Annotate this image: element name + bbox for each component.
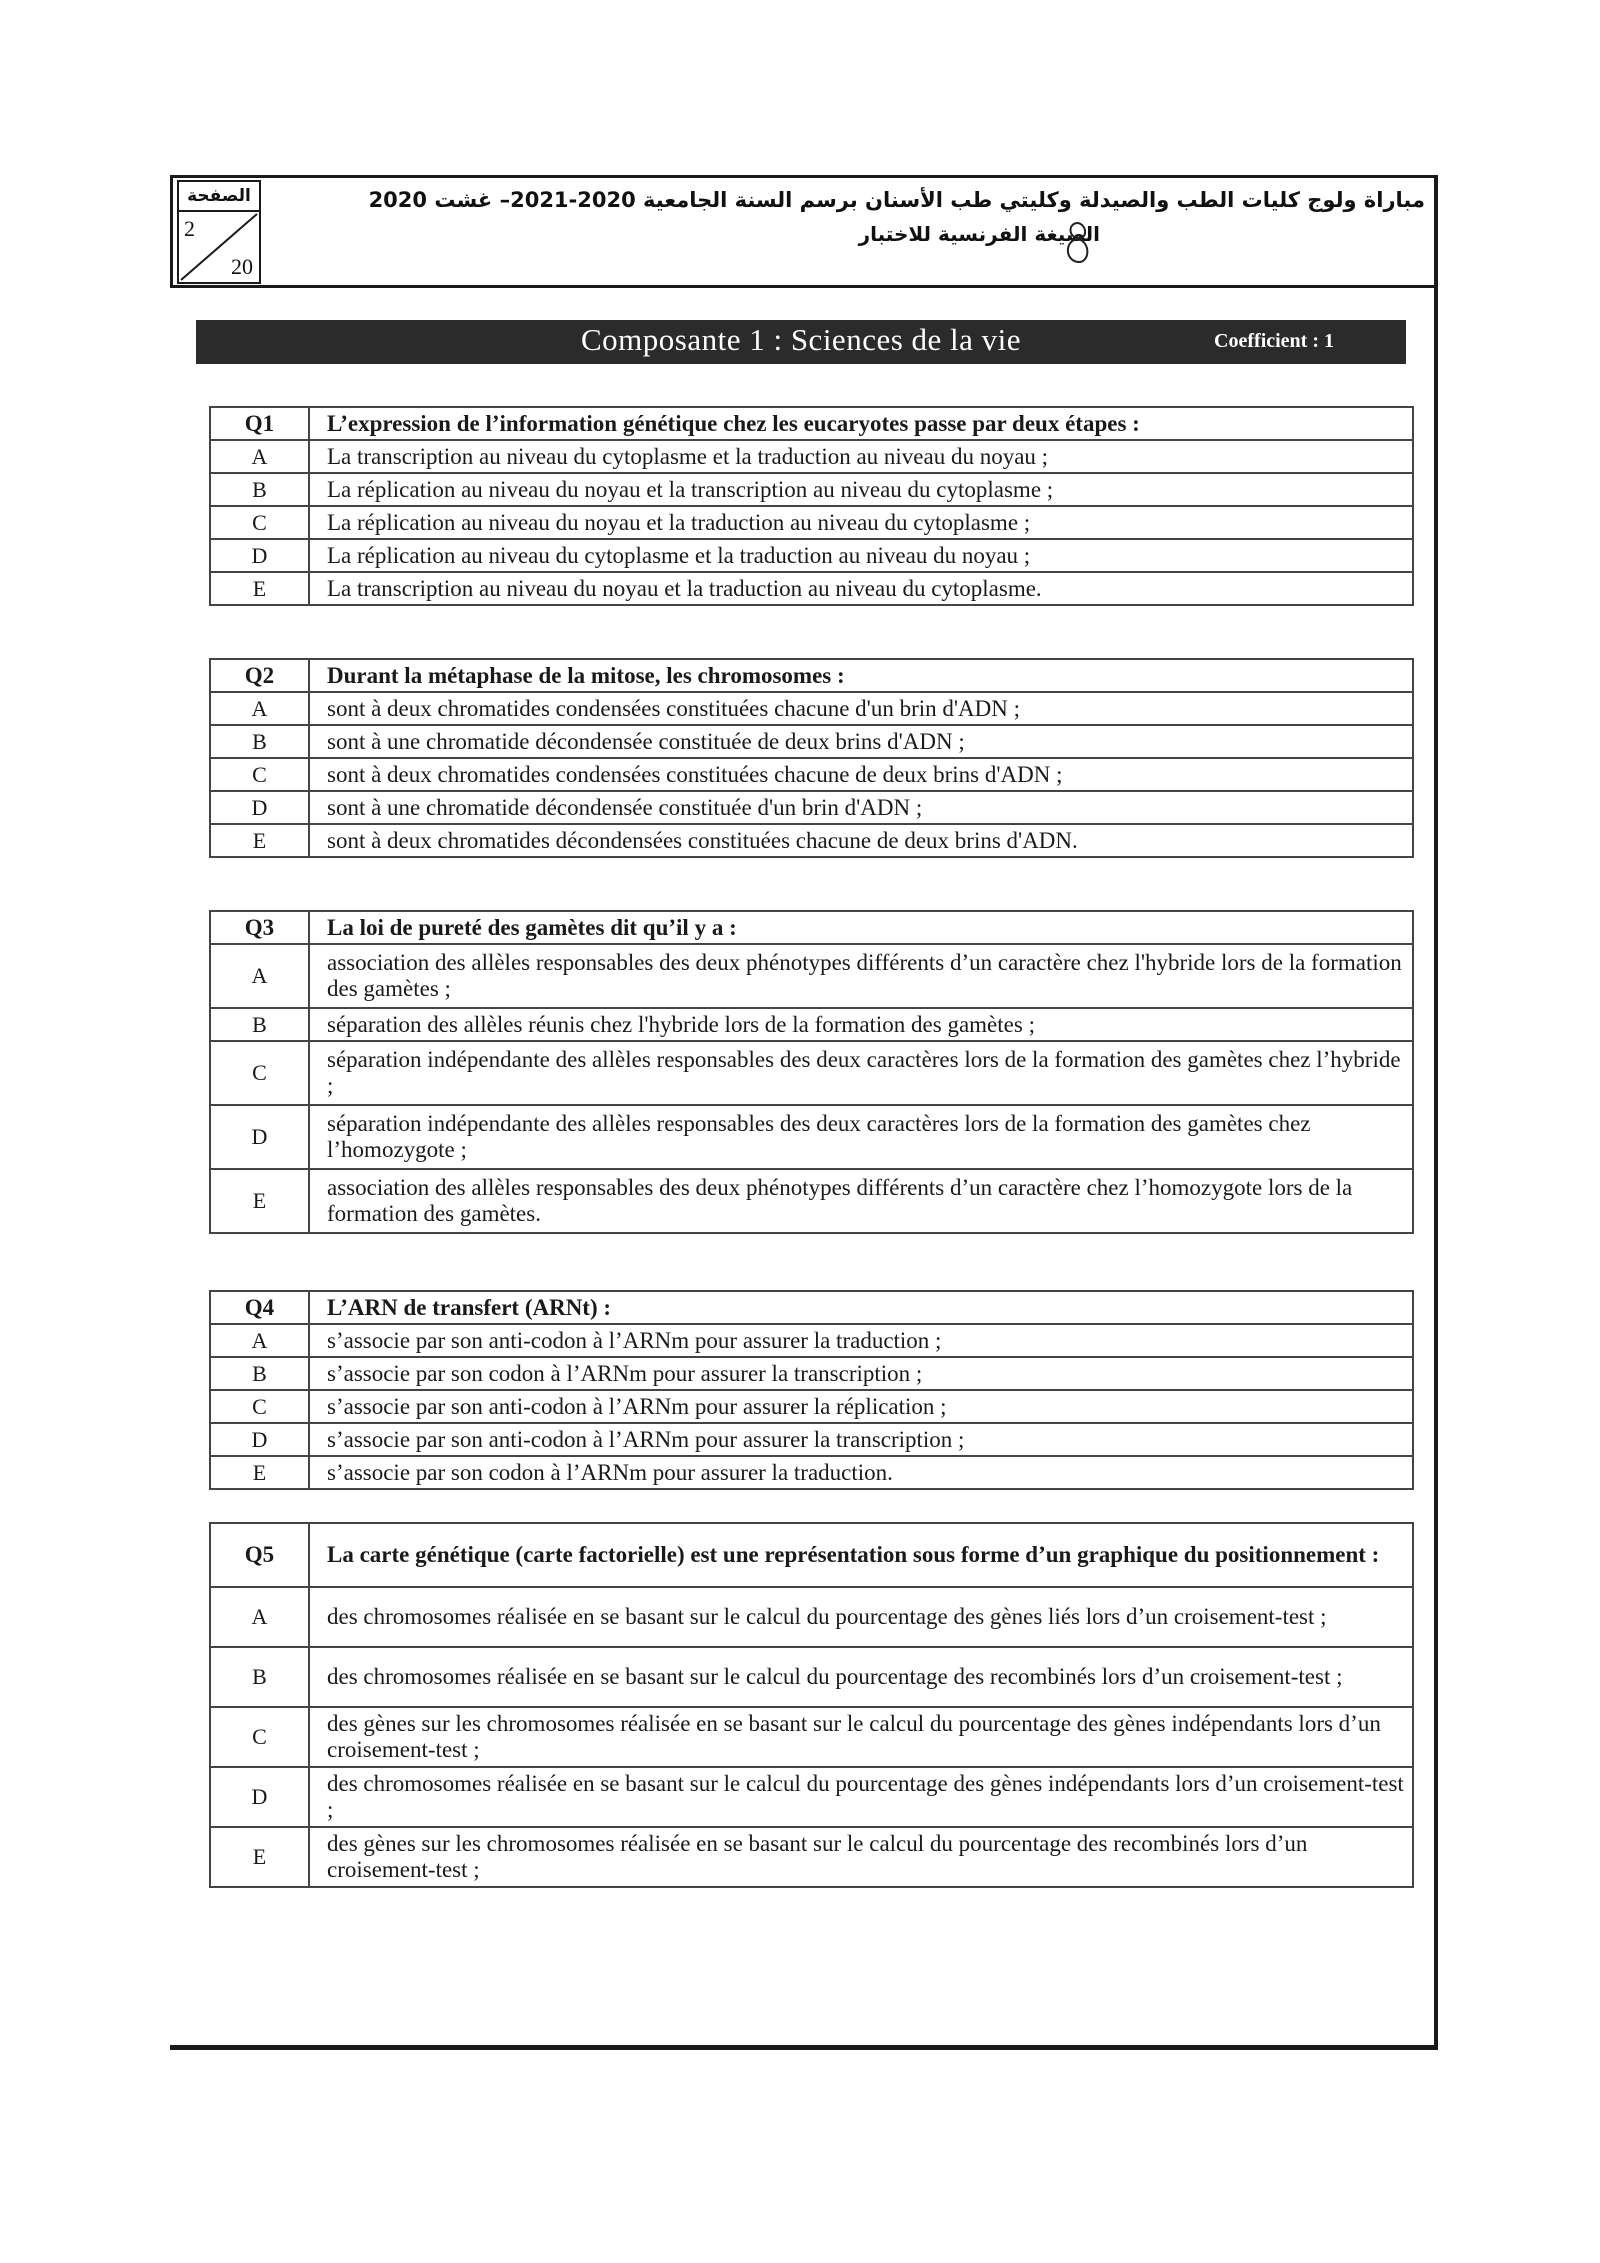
option-letter: C <box>210 758 309 791</box>
question-number: Q1 <box>210 407 309 440</box>
page-total: 20 <box>231 254 253 279</box>
option-row <box>210 725 1413 758</box>
option-letter: C <box>210 1390 309 1423</box>
option-text: séparation des allèles réunis chez l'hybride lors de la formation des gamètes ; <box>309 1008 1413 1041</box>
option-text: La réplication au niveau du cytoplasme et la traduction au niveau du noyau ; <box>309 539 1413 572</box>
option-row <box>210 1707 1413 1767</box>
option-letter: C <box>210 1041 309 1105</box>
option-letter: E <box>210 1169 309 1233</box>
option-row <box>210 1041 1413 1105</box>
option-letter: B <box>210 473 309 506</box>
page-number: 2 <box>184 216 195 241</box>
option-letter: E <box>210 824 309 857</box>
option-row <box>210 1647 1413 1707</box>
option-text: des chromosomes réalisée en se basant sur le calcul du pourcentage des gènes indépendants lors d’un croisement-test ; <box>309 1767 1413 1827</box>
option-text: La réplication au niveau du noyau et la transcription au niveau du cytoplasme ; <box>309 473 1413 506</box>
page-label: الصفحة <box>179 182 259 212</box>
option-text: séparation indépendante des allèles responsables des deux caractères lors de la formation des gamètes chez l’homozygote ; <box>309 1105 1413 1169</box>
option-row <box>210 944 1413 1008</box>
option-text: s’associe par son codon à l’ARNm pour assurer la transcription ; <box>309 1357 1413 1390</box>
handwritten-mark <box>1060 220 1096 266</box>
option-text: séparation indépendante des allèles responsables des deux caractères lors de la formation des gamètes chez l’hybride ; <box>309 1041 1413 1105</box>
option-letter: D <box>210 539 309 572</box>
question-row <box>210 659 1413 692</box>
option-text: association des allèles responsables des deux phénotypes différents d’un caractère chez l’homozygote lors de la formation des gamètes. <box>309 1169 1413 1233</box>
option-letter: B <box>210 1008 309 1041</box>
question-row <box>210 407 1413 440</box>
option-text: des gènes sur les chromosomes réalisée en se basant sur le calcul du pourcentage des recombinés lors d’un croisement-test ; <box>309 1827 1413 1887</box>
option-letter: A <box>210 440 309 473</box>
option-row <box>210 1456 1413 1489</box>
question-text: Durant la métaphase de la mitose, les chromosomes : <box>309 659 1413 692</box>
option-letter: E <box>210 1456 309 1489</box>
option-text: sont à deux chromatides condensées constituées chacune d'un brin d'ADN ; <box>309 692 1413 725</box>
option-letter: E <box>210 1827 309 1887</box>
exam-title: مباراة ولوج كليات الطب والصيدلة وكليتي طب الأسنان برسم السنة الجامعية 2020-2021– غشت 2020 <box>368 188 1425 212</box>
exam-header <box>170 175 1438 288</box>
option-text: sont à deux chromatides décondensées constituées chacune de deux brins d'ADN. <box>309 824 1413 857</box>
option-row <box>210 1767 1413 1827</box>
question-text: L’ARN de transfert (ARNt) : <box>309 1291 1413 1324</box>
option-text: La transcription au niveau du cytoplasme et la traduction au niveau du noyau ; <box>309 440 1413 473</box>
section-title: Composante 1 : Sciences de la vie <box>580 322 1022 357</box>
option-letter: D <box>210 1423 309 1456</box>
question-text: La loi de pureté des gamètes dit qu’il y a : <box>309 911 1413 944</box>
option-row <box>210 758 1413 791</box>
option-row <box>210 506 1413 539</box>
option-text: des gènes sur les chromosomes réalisée en se basant sur le calcul du pourcentage des gènes indépendants lors d’un croisement-test ; <box>309 1707 1413 1767</box>
question-block-q1 <box>209 406 1414 606</box>
option-text: sont à une chromatide décondensée constituée de deux brins d'ADN ; <box>309 725 1413 758</box>
question-row <box>210 1291 1413 1324</box>
option-row <box>210 1169 1413 1233</box>
option-row <box>210 692 1413 725</box>
option-text: des chromosomes réalisée en se basant sur le calcul du pourcentage des gènes liés lors d’un croisement-test ; <box>309 1587 1413 1647</box>
option-text: sont à deux chromatides condensées constituées chacune de deux brins d'ADN ; <box>309 758 1413 791</box>
option-letter: A <box>210 944 309 1008</box>
option-letter: E <box>210 572 309 605</box>
option-text: s’associe par son anti-codon à l’ARNm pour assurer la réplication ; <box>309 1390 1413 1423</box>
option-row <box>210 1324 1413 1357</box>
option-text: La transcription au niveau du noyau et la traduction au niveau du cytoplasme. <box>309 572 1413 605</box>
question-row <box>210 911 1413 944</box>
option-letter: D <box>210 1767 309 1827</box>
option-text: association des allèles responsables des deux phénotypes différents d’un caractère chez l'hybride lors de la formation des gamètes ; <box>309 944 1413 1008</box>
option-letter: A <box>210 692 309 725</box>
option-text: s’associe par son codon à l’ARNm pour assurer la traduction. <box>309 1456 1413 1489</box>
question-block-q4 <box>209 1290 1414 1490</box>
option-text: s’associe par son anti-codon à l’ARNm pour assurer la traduction ; <box>309 1324 1413 1357</box>
option-letter: D <box>210 791 309 824</box>
option-letter: B <box>210 1647 309 1707</box>
question-number: Q4 <box>210 1291 309 1324</box>
option-letter: B <box>210 725 309 758</box>
question-block-q5 <box>209 1522 1414 1888</box>
option-row <box>210 791 1413 824</box>
option-row <box>210 1587 1413 1647</box>
question-number: Q2 <box>210 659 309 692</box>
question-number: Q5 <box>210 1523 309 1587</box>
question-block-q3 <box>209 910 1414 1234</box>
option-letter: C <box>210 506 309 539</box>
section-coefficient: Coefficient : 1 <box>1214 330 1334 352</box>
option-letter: D <box>210 1105 309 1169</box>
option-row <box>210 440 1413 473</box>
option-row <box>210 824 1413 857</box>
option-row <box>210 572 1413 605</box>
option-row <box>210 473 1413 506</box>
question-row <box>210 1523 1413 1587</box>
option-row <box>210 1423 1413 1456</box>
option-text: s’associe par son anti-codon à l’ARNm pour assurer la transcription ; <box>309 1423 1413 1456</box>
option-text: des chromosomes réalisée en se basant sur le calcul du pourcentage des recombinés lors d’un croisement-test ; <box>309 1647 1413 1707</box>
option-letter: A <box>210 1324 309 1357</box>
question-text: L’expression de l’information génétique chez les eucaryotes passe par deux étapes : <box>309 407 1413 440</box>
option-text: sont à une chromatide décondensée constituée d'un brin d'ADN ; <box>309 791 1413 824</box>
page-number-box <box>177 180 261 284</box>
option-letter: C <box>210 1707 309 1767</box>
option-text: La réplication au niveau du noyau et la traduction au niveau du cytoplasme ; <box>309 506 1413 539</box>
option-row <box>210 1390 1413 1423</box>
question-block-q2 <box>209 658 1414 858</box>
option-letter: B <box>210 1357 309 1390</box>
option-row <box>210 1105 1413 1169</box>
option-row <box>210 539 1413 572</box>
exam-subtitle: الصيغة الفرنسية للاختبار <box>858 222 1100 246</box>
option-row <box>210 1008 1413 1041</box>
option-letter: A <box>210 1587 309 1647</box>
section-banner <box>196 320 1406 364</box>
question-number: Q3 <box>210 911 309 944</box>
option-row <box>210 1827 1413 1887</box>
option-row <box>210 1357 1413 1390</box>
question-text: La carte génétique (carte factorielle) est une représentation sous forme d’un graphique du positionnement : <box>309 1523 1413 1587</box>
